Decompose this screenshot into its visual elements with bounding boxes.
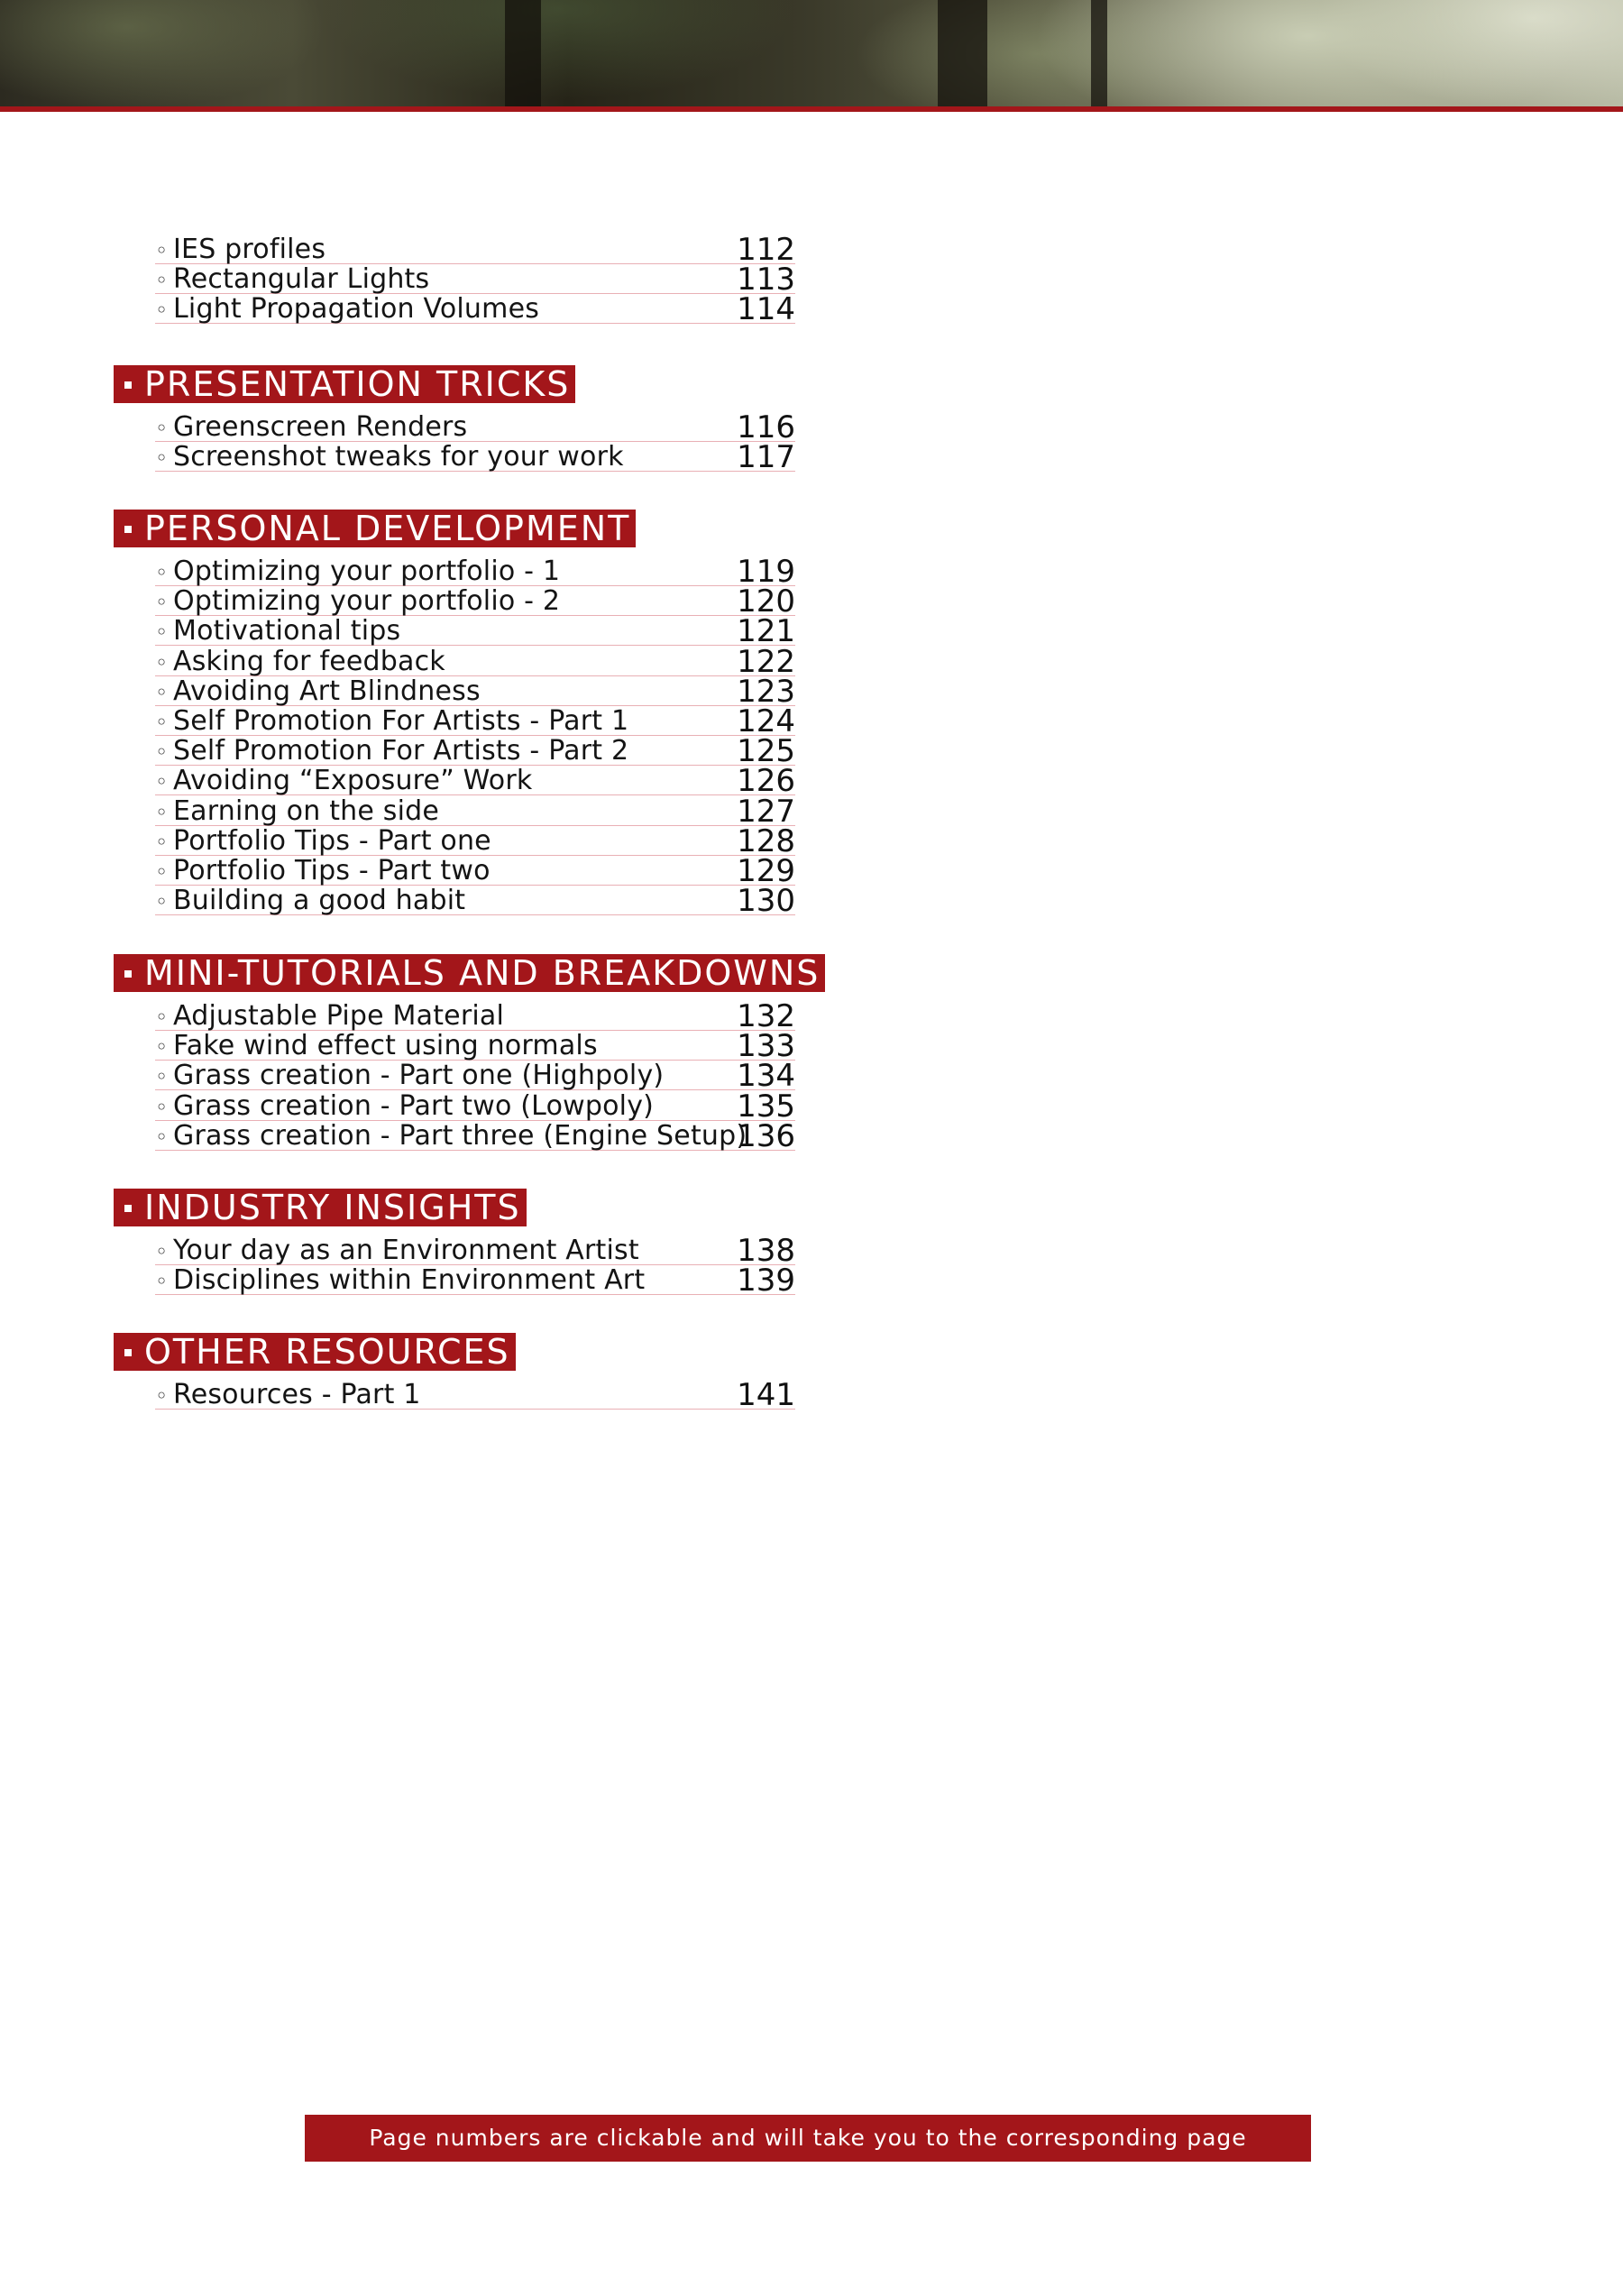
toc-entry-title: Motivational tips bbox=[173, 615, 401, 647]
page-number-link[interactable]: 136 bbox=[737, 1117, 795, 1154]
toc-entry-title: Your day as an Environment Artist bbox=[173, 1235, 639, 1266]
page-number-link[interactable]: 126 bbox=[737, 763, 795, 800]
toc-entry-title: Building a good habit bbox=[173, 885, 466, 917]
section-heading bbox=[114, 1333, 516, 1371]
page-number-link[interactable]: 133 bbox=[737, 1028, 795, 1065]
bullet-icon: ◦ bbox=[155, 238, 169, 263]
toc-entry bbox=[155, 1028, 795, 1065]
section-heading-label: INDUSTRY INSIGHTS bbox=[144, 1188, 521, 1227]
section-heading bbox=[114, 1189, 527, 1226]
toc-entry-title: IES profiles bbox=[173, 234, 326, 265]
toc-entry bbox=[155, 262, 795, 298]
toc-entry-title: Self Promotion For Artists - Part 2 bbox=[173, 735, 629, 767]
toc-entry bbox=[155, 1058, 795, 1095]
bullet-icon: ◦ bbox=[155, 1239, 169, 1264]
page-number-link[interactable]: 123 bbox=[737, 673, 795, 710]
toc-entry bbox=[155, 643, 795, 680]
toc-entry-title: Fake wind effect using normals bbox=[173, 1030, 598, 1062]
bullet-icon: ◦ bbox=[155, 829, 169, 855]
banner-divider bbox=[0, 106, 1623, 112]
toc-entry bbox=[155, 232, 795, 268]
toc-entry bbox=[155, 883, 795, 920]
bullet-icon: ◦ bbox=[155, 769, 169, 795]
bullet-icon: ◦ bbox=[155, 620, 169, 646]
toc-entry-title: Disciplines within Environment Art bbox=[173, 1264, 646, 1297]
toc-entry bbox=[155, 733, 795, 770]
bullet-icon: ◦ bbox=[155, 1269, 169, 1295]
section-heading-label: PERSONAL DEVELOPMENT bbox=[144, 509, 631, 548]
toc-entry-title: Optimizing your portfolio - 1 bbox=[173, 556, 561, 587]
bullet-icon: ◦ bbox=[155, 1005, 169, 1030]
toc-entry bbox=[155, 998, 795, 1034]
page-number-link[interactable]: 125 bbox=[737, 733, 795, 770]
page-number-link[interactable]: 122 bbox=[737, 643, 795, 680]
square-bullet-icon bbox=[124, 1205, 132, 1212]
toc-entry-title: Rectangular Lights bbox=[173, 263, 430, 296]
section-heading-label: OTHER RESOURCES bbox=[144, 1332, 510, 1372]
toc-entry bbox=[155, 613, 795, 650]
toc-entry bbox=[155, 853, 795, 889]
page-number-link[interactable]: 128 bbox=[737, 822, 795, 859]
bullet-icon: ◦ bbox=[155, 298, 169, 324]
page-number-link[interactable]: 120 bbox=[737, 583, 795, 620]
footer-note: Page numbers are clickable and will take you to the corresponding page bbox=[305, 2115, 1311, 2162]
bullet-icon: ◦ bbox=[155, 739, 169, 766]
toc-entry bbox=[155, 793, 795, 830]
page-number-link[interactable]: 135 bbox=[737, 1088, 795, 1125]
toc-entry bbox=[155, 583, 795, 620]
bullet-icon: ◦ bbox=[155, 859, 169, 885]
toc-entry bbox=[155, 409, 795, 445]
bullet-icon: ◦ bbox=[155, 710, 169, 735]
page-number-link[interactable]: 121 bbox=[737, 613, 795, 650]
toc-entry bbox=[155, 1377, 795, 1413]
toc-entry bbox=[155, 1233, 795, 1269]
section-heading bbox=[114, 954, 825, 992]
bullet-icon: ◦ bbox=[155, 1094, 169, 1120]
square-bullet-icon bbox=[124, 1349, 132, 1356]
page-number-link[interactable]: 134 bbox=[737, 1058, 795, 1095]
page-number-link[interactable]: 129 bbox=[737, 853, 795, 889]
section-heading-label: MINI-TUTORIALS AND BREAKDOWNS bbox=[144, 953, 821, 993]
toc-entry bbox=[155, 822, 795, 859]
page-number-link[interactable]: 138 bbox=[737, 1233, 795, 1269]
toc-entry bbox=[155, 703, 795, 739]
page-number-link[interactable]: 139 bbox=[737, 1263, 795, 1300]
square-bullet-icon bbox=[124, 526, 132, 533]
bullet-icon: ◦ bbox=[155, 590, 169, 616]
toc-entry-title: Resources - Part 1 bbox=[173, 1379, 421, 1410]
toc-entry bbox=[155, 1117, 795, 1154]
toc-entry-title: Greenscreen Renders bbox=[173, 411, 468, 443]
page-number-link[interactable]: 132 bbox=[737, 998, 795, 1034]
bullet-icon: ◦ bbox=[155, 649, 169, 675]
toc-entry-title: Grass creation - Part one (Highpoly) bbox=[173, 1060, 665, 1092]
page-number-link[interactable]: 141 bbox=[737, 1377, 795, 1413]
toc-entry-title: Avoiding Art Blindness bbox=[173, 675, 481, 707]
bullet-icon: ◦ bbox=[155, 799, 169, 825]
page-number-link[interactable]: 119 bbox=[737, 554, 795, 590]
toc-entry bbox=[155, 439, 795, 476]
toc-entry-title: Self Promotion For Artists - Part 1 bbox=[173, 705, 629, 737]
toc-entry-title: Asking for feedback bbox=[173, 645, 445, 677]
toc-entry-title: Optimizing your portfolio - 2 bbox=[173, 585, 561, 618]
toc-entry-title: Earning on the side bbox=[173, 794, 440, 827]
page-number-link[interactable]: 112 bbox=[737, 232, 795, 268]
bullet-icon: ◦ bbox=[155, 679, 169, 705]
page-number-link[interactable]: 117 bbox=[737, 439, 795, 476]
toc-entry-title: Screenshot tweaks for your work bbox=[173, 441, 624, 473]
toc-entry bbox=[155, 291, 795, 328]
section-heading bbox=[114, 365, 575, 403]
page-number-link[interactable]: 113 bbox=[737, 262, 795, 298]
square-bullet-icon bbox=[124, 970, 132, 978]
square-bullet-icon bbox=[124, 381, 132, 389]
toc-entry bbox=[155, 673, 795, 710]
bullet-icon: ◦ bbox=[155, 1383, 169, 1409]
toc-entry bbox=[155, 1263, 795, 1300]
page-number-link[interactable]: 116 bbox=[737, 409, 795, 445]
bullet-icon: ◦ bbox=[155, 1124, 169, 1150]
page-number-link[interactable]: 127 bbox=[737, 793, 795, 830]
toc-entry-title: Portfolio Tips - Part one bbox=[173, 824, 491, 857]
page-number-link[interactable]: 124 bbox=[737, 703, 795, 739]
bullet-icon: ◦ bbox=[155, 1034, 169, 1061]
toc-entry-title: Portfolio Tips - Part two bbox=[173, 855, 491, 886]
section-heading bbox=[114, 510, 636, 547]
bullet-icon: ◦ bbox=[155, 268, 169, 294]
page-number-link[interactable]: 114 bbox=[737, 291, 795, 328]
toc-entry-title: Adjustable Pipe Material bbox=[173, 1000, 505, 1032]
header-banner-image bbox=[0, 0, 1623, 106]
bullet-icon: ◦ bbox=[155, 416, 169, 441]
bullet-icon: ◦ bbox=[155, 889, 169, 915]
toc-entry-title: Light Propagation Volumes bbox=[173, 293, 540, 326]
bullet-icon: ◦ bbox=[155, 445, 169, 472]
page-number-link[interactable]: 130 bbox=[737, 883, 795, 920]
toc-entry bbox=[155, 554, 795, 590]
section-heading-label: PRESENTATION TRICKS bbox=[144, 364, 571, 404]
toc-entry bbox=[155, 1088, 795, 1125]
toc-entry-title: Grass creation - Part three (Engine Setup) bbox=[173, 1119, 747, 1152]
toc-entry-title: Grass creation - Part two (Lowpoly) bbox=[173, 1089, 655, 1122]
toc-entry-title: Avoiding “Exposure” Work bbox=[173, 765, 533, 797]
bullet-icon: ◦ bbox=[155, 1064, 169, 1090]
toc-entry bbox=[155, 763, 795, 800]
bullet-icon: ◦ bbox=[155, 560, 169, 585]
